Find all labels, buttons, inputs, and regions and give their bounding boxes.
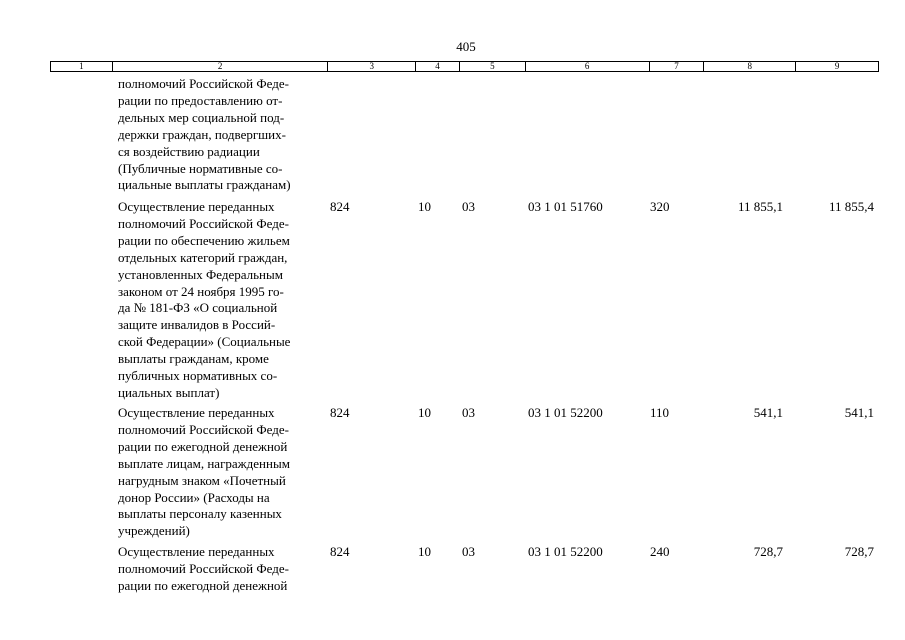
column-header-2: 2 (113, 62, 328, 71)
cell-col6: 03 1 01 51760 (528, 199, 603, 214)
column-header-1: 1 (51, 62, 113, 71)
cell-col3: 824 (330, 199, 350, 214)
cell-col3: 824 (330, 544, 350, 559)
column-header-8: 8 (704, 62, 796, 71)
cell-col8: 541,1 (753, 405, 783, 420)
cell-col6: 03 1 01 52200 (528, 405, 603, 420)
cell-col7: 110 (650, 405, 670, 420)
row-description: Осуществление переданных полномочий Российской Феде- рации по ежегодной денежной (118, 544, 289, 593)
column-header-4: 4 (416, 62, 460, 71)
cell-col4: 10 (418, 405, 431, 420)
cell-col8: 11 855,1 (737, 199, 783, 214)
cell-col9: 541,1 (844, 405, 874, 420)
cell-col8: 728,7 (753, 544, 783, 559)
cell-col7: 320 (650, 199, 670, 214)
column-header-3: 3 (328, 62, 416, 71)
page-number: 405 (456, 39, 476, 54)
cell-col5: 03 (462, 405, 475, 420)
cell-col9: 728,7 (844, 544, 874, 559)
cell-col3: 824 (330, 405, 350, 420)
column-header-6: 6 (526, 62, 650, 71)
row-description: Осуществление переданных полномочий Российской Феде- рации по обеспечению жильем отдельных категорий граждан, установленных Федеральным законом от 24 ноября 1995 го- да № 181-ФЗ «О социальной защите инвалидов в Россий- ской Федерации» (Социальные выплаты гражданам, кроме публичных нормативных со- циальных выплат) (118, 199, 291, 400)
column-header-9: 9 (834, 61, 840, 71)
row-description: полномочий Российской Феде- рации по предоставлению от- дельных мер социальной под- держки граждан, подвергших- ся воздействию радиации (Публичные нормативные со- циальные выплаты гражданам) (118, 76, 291, 193)
cell-col4: 10 (418, 544, 431, 559)
cell-col4: 10 (418, 199, 431, 214)
column-header-7: 7 (650, 62, 705, 71)
cell-col6: 03 1 01 52200 (528, 544, 603, 559)
table-column-header-row (50, 61, 879, 72)
cell-col5: 03 (462, 544, 475, 559)
row-description: Осуществление переданных полномочий Российской Феде- рации по ежегодной денежной выплате лицам, награжденным нагрудным знаком «Почетный донор России» (Расходы на выплаты персоналу казенных учреждений) (118, 405, 290, 539)
cell-col5: 03 (462, 199, 475, 214)
column-header-5: 5 (460, 62, 526, 71)
cell-col9: 11 855,4 (828, 199, 874, 214)
cell-col7: 240 (650, 544, 670, 559)
